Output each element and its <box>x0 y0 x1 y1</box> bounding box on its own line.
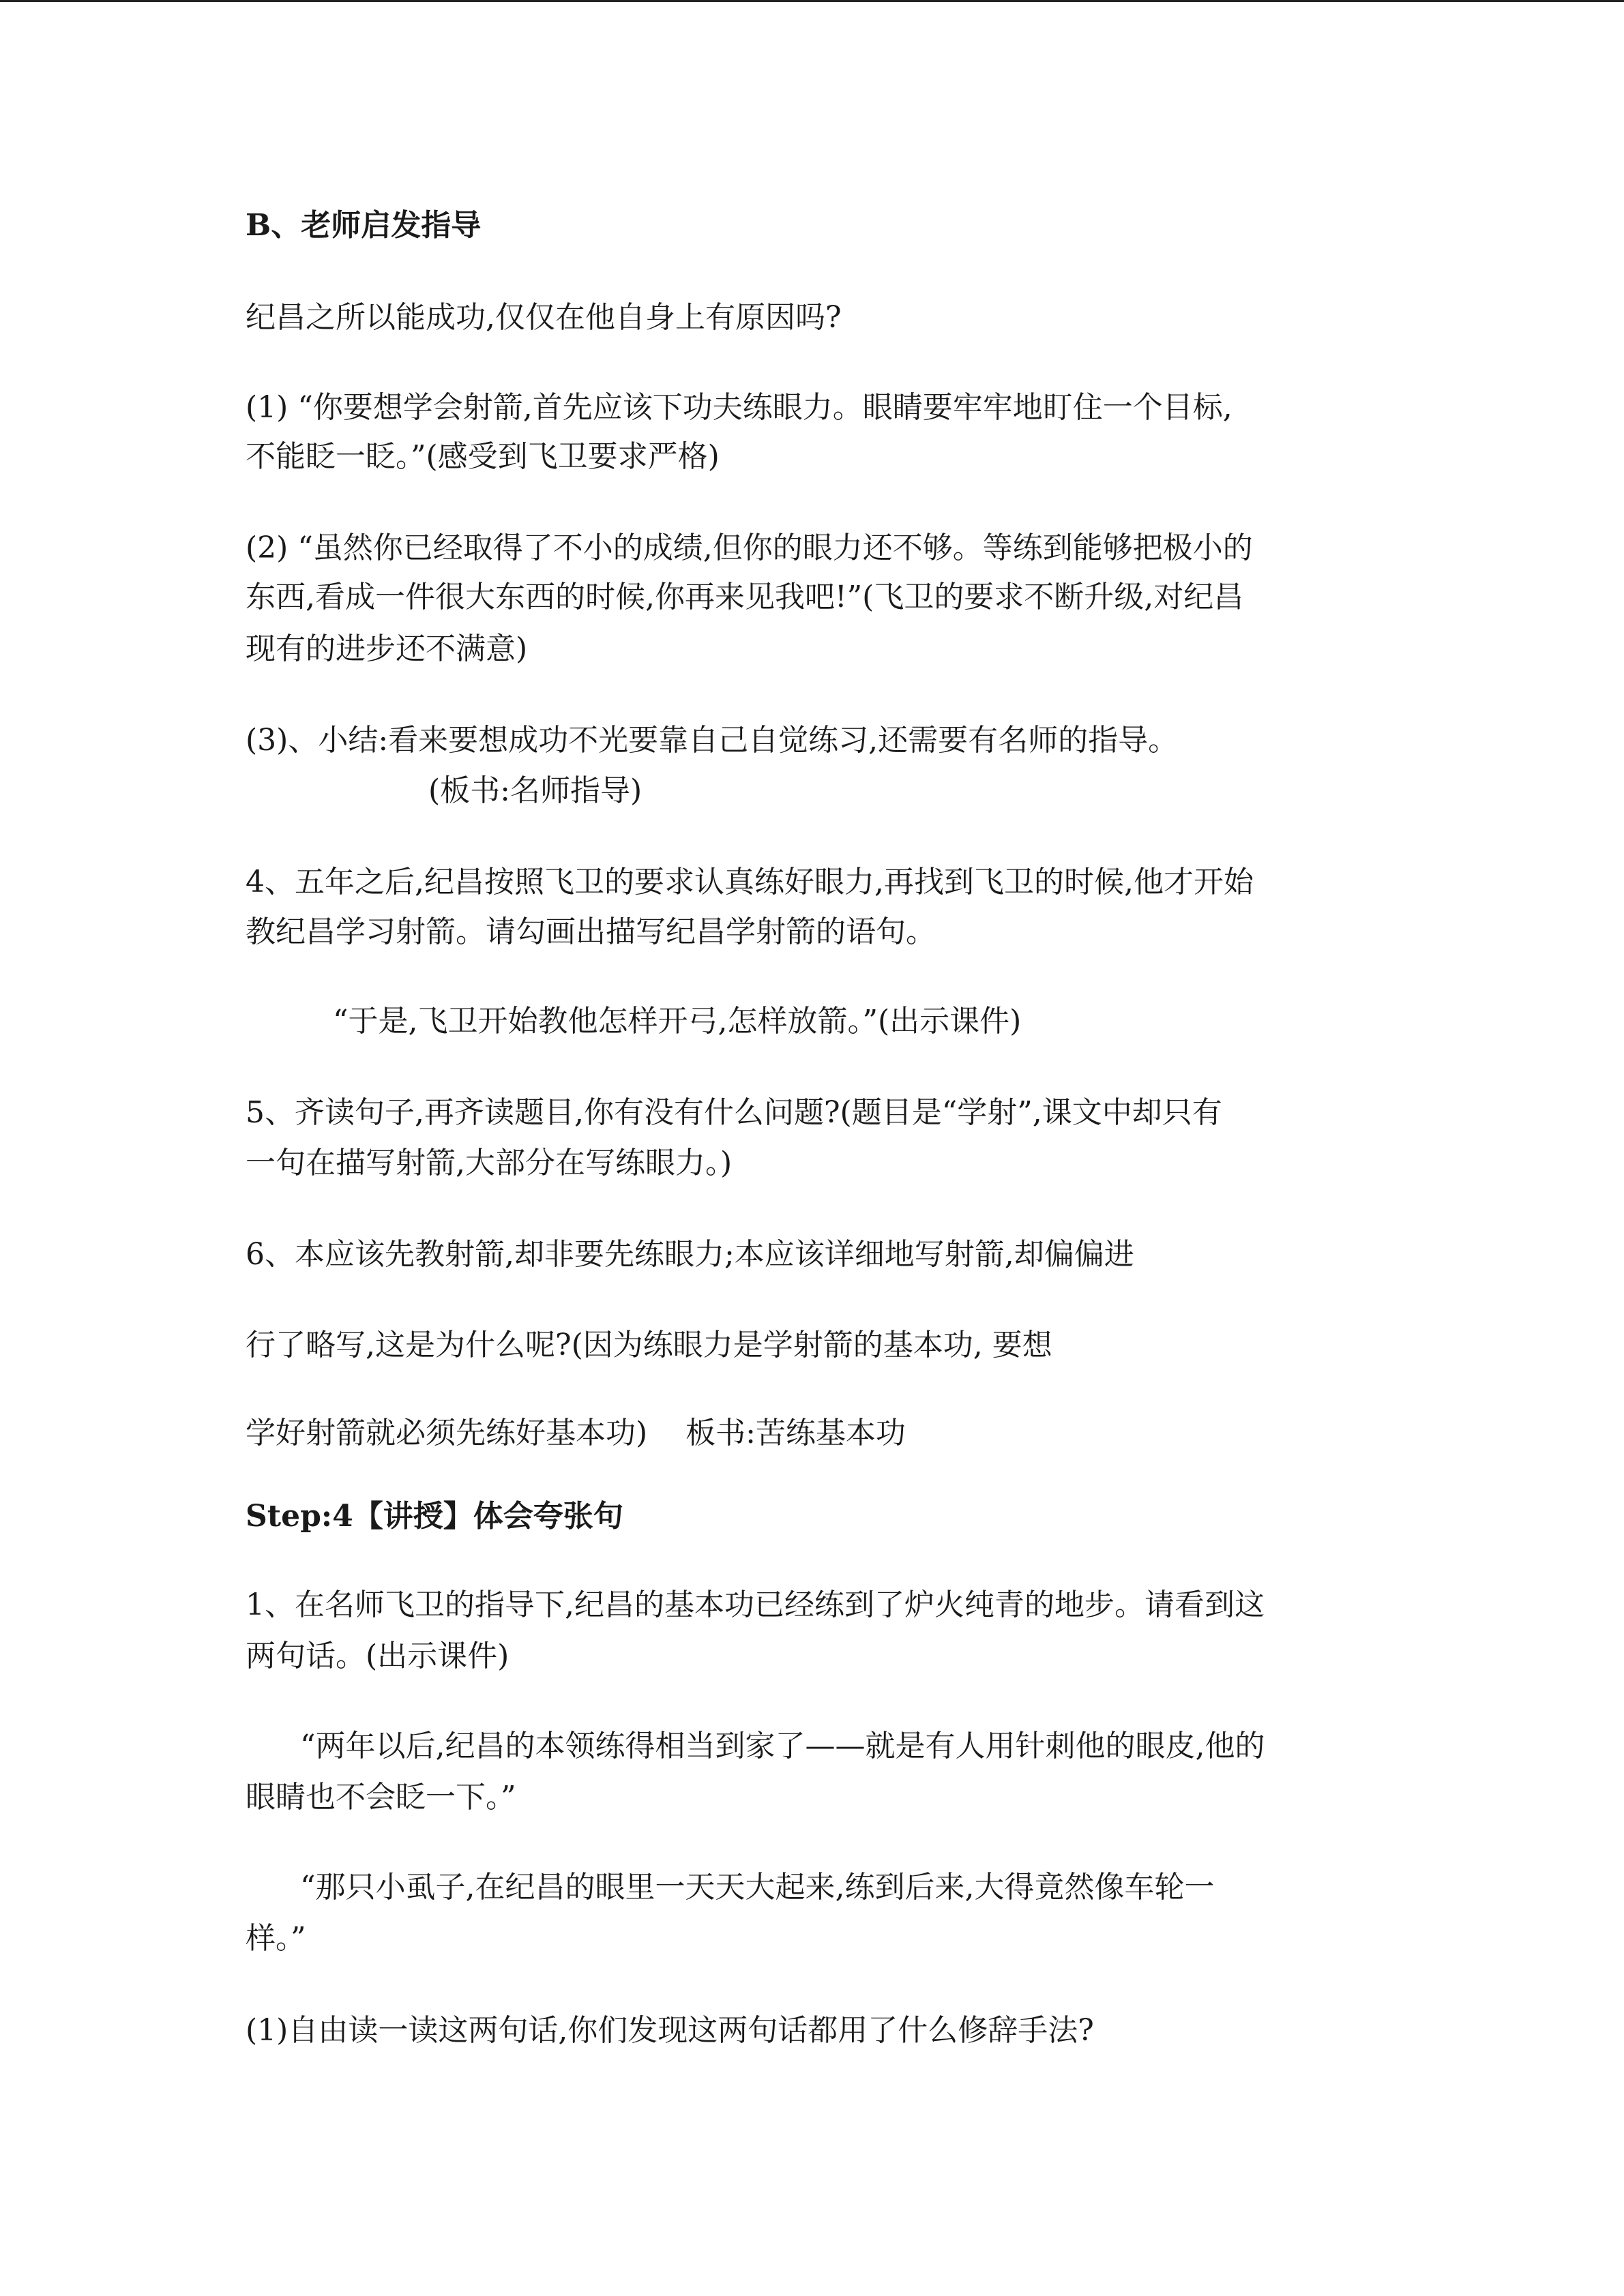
paragraph-line: 一句在描写射箭,大部分在写练眼力。) <box>246 1146 733 1180</box>
quote-line: “于是,飞卫开始教他怎样开弓,怎样放箭。”(出示课件) <box>333 1004 1022 1039</box>
question-line: 纪昌之所以能成功,仅仅在他自身上有原因吗? <box>246 300 842 335</box>
paragraph-line: 4、五年之后,纪昌按照飞卫的要求认真练好眼力,再找到飞卫的时候,他才开始 <box>246 865 1254 899</box>
paragraph-line: 两句话。(出示课件) <box>246 1639 510 1673</box>
quote-line: “两年以后,纪昌的本领练得相当到家了——就是有人用针刺他的眼皮,他的 <box>300 1729 1265 1763</box>
summary-line: (3)、小结:看来要想成功不光要靠自己自觉练习,还需要有名师的指导。 <box>246 723 1179 758</box>
paragraph-line: (1) “你要想学会射箭,首先应该下功夫练眼力。眼睛要牢牢地盯住一个目标, <box>246 390 1232 425</box>
section-heading: B、老师启发指导 <box>246 208 482 243</box>
question-line: (1)自由读一读这两句话,你们发现这两句话都用了什么修辞手法? <box>246 2013 1094 2048</box>
paragraph-line: 东西,看成一件很大东西的时候,你再来见我吧!”(飞卫的要求不断升级,对纪昌 <box>246 580 1244 614</box>
paragraph-line: 教纪昌学习射箭。请勾画出描写纪昌学射箭的语句。 <box>246 914 936 949</box>
quote-line: 眼睛也不会眨一下。” <box>246 1780 516 1815</box>
paragraph-line: 6、本应该先教射箭,却非要先练眼力;本应该详细地写射箭,却偏偏进 <box>246 1237 1134 1272</box>
quote-line: 样。” <box>246 1921 306 1956</box>
board-note: (板书:名师指导) <box>428 773 643 808</box>
paragraph-line: 现有的进步还不满意) <box>246 631 528 666</box>
paragraph-line: 不能眨一眨。”(感受到飞卫要求严格) <box>246 439 720 474</box>
quote-line: “那只小虱子,在纪昌的眼里一天天大起来,练到后来,大得竟然像车轮一 <box>300 1870 1215 1905</box>
board-note-line: 学好射箭就必须先练好基本功) 板书:苦练基本功 <box>246 1416 906 1450</box>
paragraph-line: (2) “虽然你已经取得了不小的成绩,但你的眼力还不够。等练到能够把极小的 <box>246 531 1253 565</box>
paragraph-line: 5、齐读句子,再齐读题目,你有没有什么问题?(题目是“学射”,课文中却只有 <box>246 1095 1222 1130</box>
paragraph-line: 行了略写,这是为什么呢?(因为练眼力是学射箭的基本功, 要想 <box>246 1328 1052 1362</box>
step-heading: Step:4【讲授】体会夸张句 <box>246 1499 623 1534</box>
paragraph-line: 1、在名师飞卫的指导下,纪昌的基本功已经练到了炉火纯青的地步。请看到这 <box>246 1587 1265 1622</box>
